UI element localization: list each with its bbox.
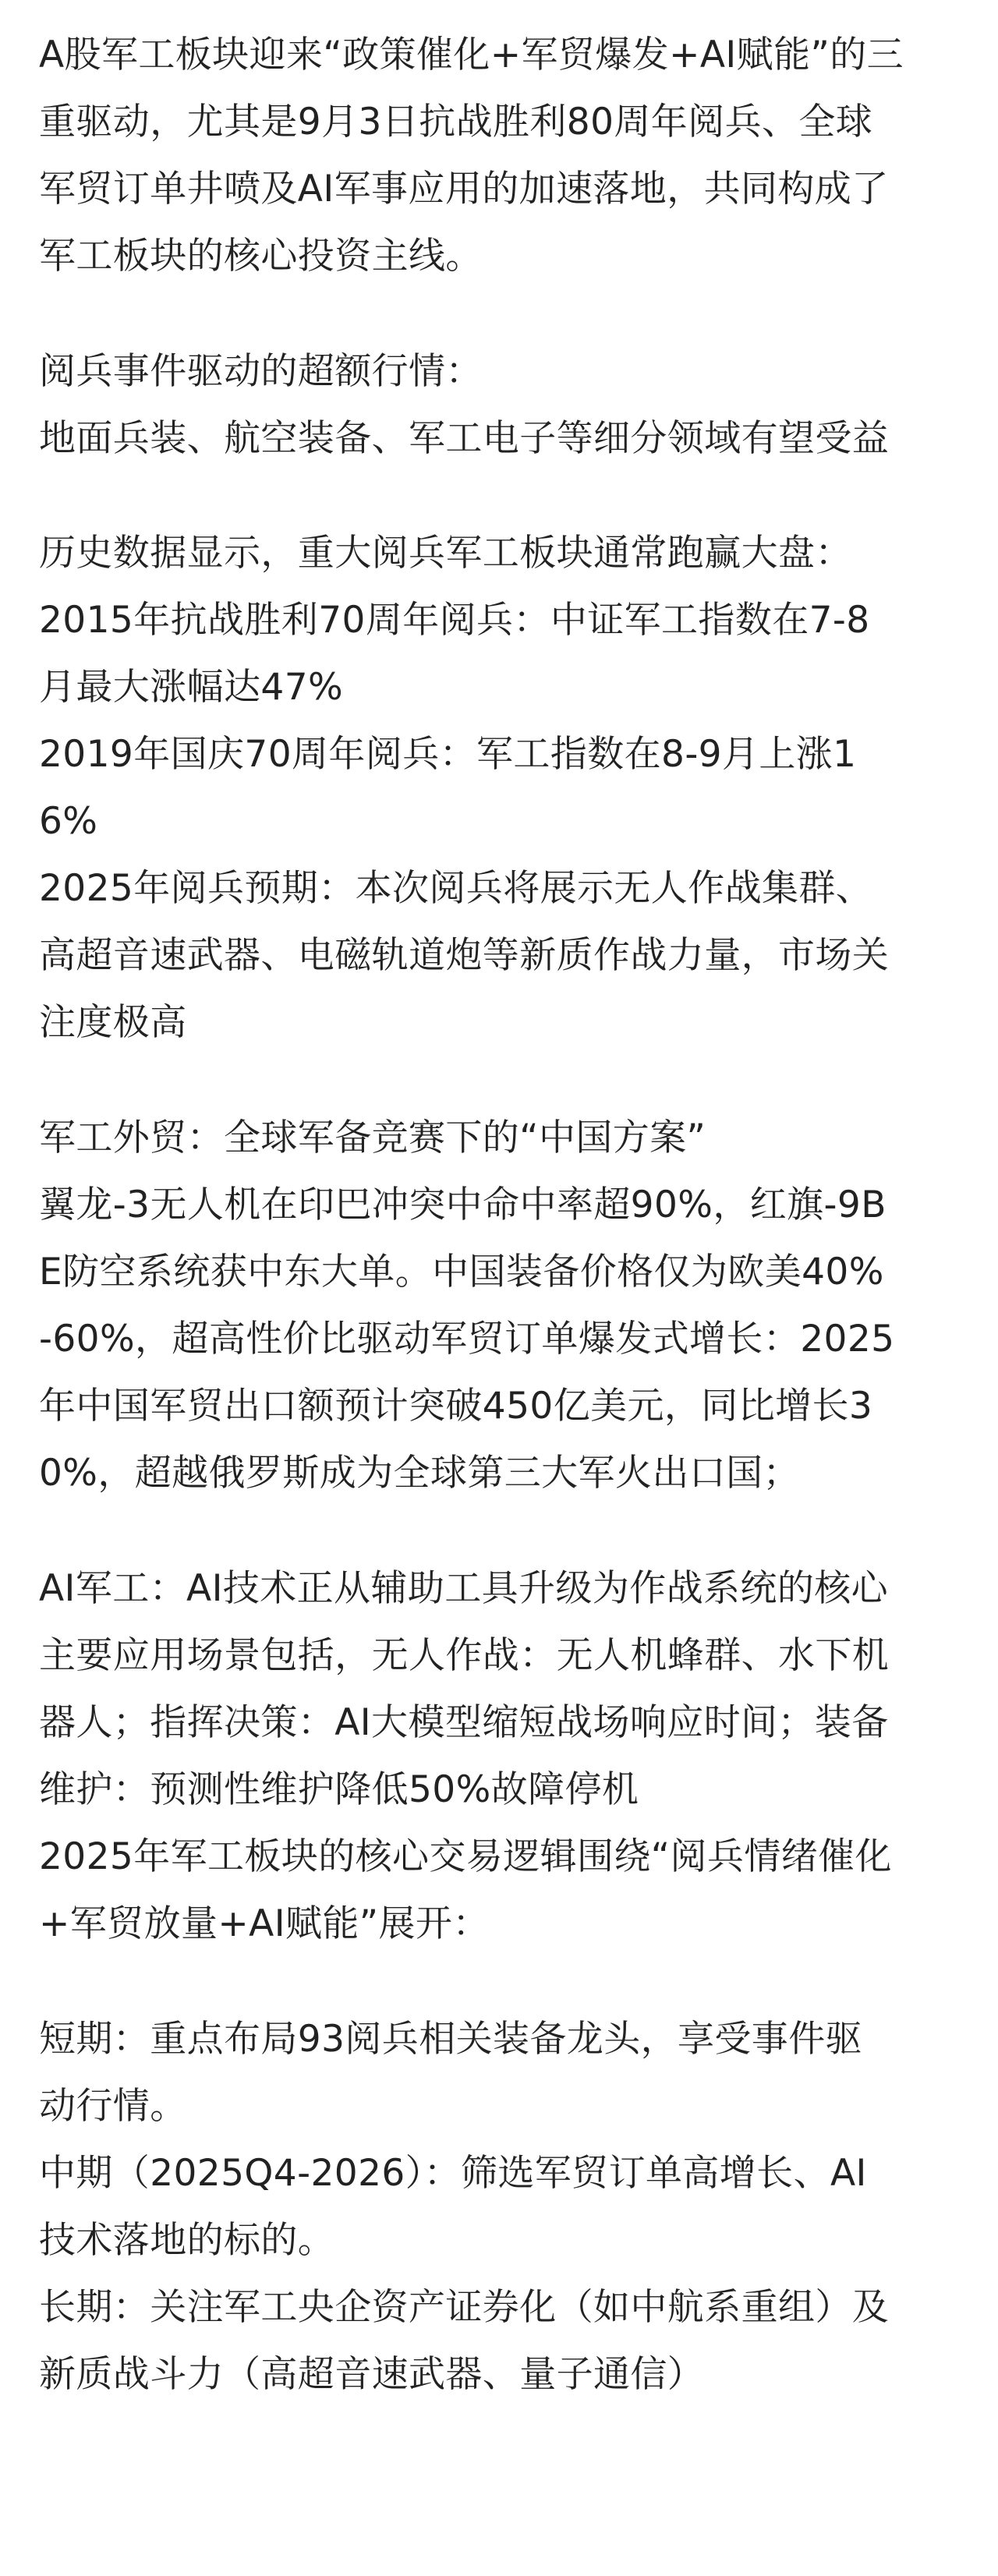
paragraph-5-line-3: 器人；指挥决策：AI大模型缩短战场响应时间；装备 [39,1701,889,1744]
paragraph-5-line-6: +军贸放量+AI赋能”展开： [39,1902,490,1945]
paragraph-3-line-3: 月最大涨幅达47% [39,666,344,709]
paragraph-6-line-3: 中期（2025Q4-2026）：筛选军贸订单高增长、AI [39,2152,867,2195]
paragraph-3-line-2: 2015年抗战胜利70周年阅兵：中证军工指数在7-8 [39,599,870,642]
paragraph-3-line-1: 历史数据显示，重大阅兵军工板块通常跑赢大盘： [39,532,852,575]
paragraph-5-line-2: 主要应用场景包括，无人作战：无人机蜂群、水下机 [39,1634,890,1677]
paragraph-4-line-1: 军工外贸：全球军备竞赛下的“中国方案” [39,1116,706,1159]
paragraph-6-line-4: 技术落地的标的。 [39,2219,335,2262]
paragraph-3-line-7: 高超音速武器、电磁轨道炮等新质作战力量，市场关 [39,934,890,977]
paragraph-3-line-5: 6% [39,800,98,843]
paragraph-1-line-4: 军工板块的核心投资主线。 [39,235,483,278]
paragraph-5-line-1: AI军工：AI技术正从辅助工具升级为作战系统的核心 [39,1567,889,1610]
paragraph-4-line-4: -60%，超高性价比驱动军贸订单爆发式增长：2025 [39,1318,895,1361]
paragraph-6-line-2: 动行情。 [39,2085,187,2128]
paragraph-4-line-5: 年中国军贸出口额预计突破450亿美元，同比增长3 [39,1385,873,1428]
paragraph-3-line-6: 2025年阅兵预期：本次阅兵将展示无人作战集群、 [39,867,873,910]
paragraph-1-line-3: 军贸订单井喷及AI军事应用的加速落地，共同构成了 [39,168,889,211]
paragraph-4-line-6: 0%，超越俄罗斯成为全球第三大军火出口国； [39,1452,800,1495]
paragraph-6-line-1: 短期：重点布局93阅兵相关装备龙头，享受事件驱 [39,2018,863,2061]
paragraph-1-line-2: 重驱动，尤其是9月3日抗战胜利80周年阅兵、全球 [39,101,873,143]
paragraph-2-line-2: 地面兵装、航空装备、军工电子等细分领域有望受益 [39,417,890,460]
paragraph-2-line-1: 阅兵事件驱动的超额行情： [39,350,483,393]
paragraph-5-line-5: 2025年军工板块的核心交易逻辑围绕“阅兵情绪催化 [39,1835,892,1878]
paragraph-4-line-3: E防空系统获中东大单。中国装备价格仅为欧美40% [39,1251,884,1293]
paragraph-3-line-8: 注度极高 [39,1001,187,1044]
paragraph-6-line-6: 新质战斗力（高超音速武器、量子通信） [39,2353,705,2396]
paragraph-1-line-1: A股军工板块迎来“政策催化+军贸爆发+AI赋能”的三 [39,34,904,76]
paragraph-6-line-5: 长期：关注军工央企资产证券化（如中航系重组）及 [39,2286,890,2329]
paragraph-3-line-4: 2019年国庆70周年阅兵：军工指数在8-9月上涨1 [39,733,857,776]
paragraph-4-line-2: 翼龙-3无人机在印巴冲突中命中率超90%，红旗-9B [39,1184,887,1226]
paragraph-5-line-4: 维护：预测性维护降低50%故障停机 [39,1768,639,1811]
